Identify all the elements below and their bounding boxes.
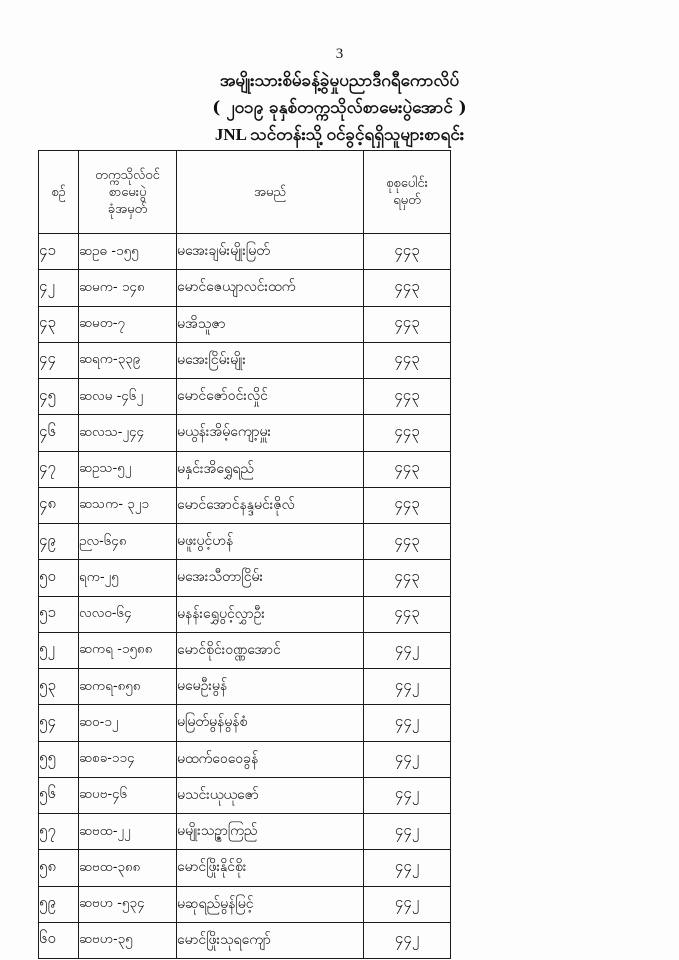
roll-number-cell: ဆစခ-၁၁၄ xyxy=(79,741,177,777)
row-number-cell: ၅၃ xyxy=(39,669,79,705)
roll-number-cell: ဆလမ -၄၆၂ xyxy=(79,379,177,415)
table-row xyxy=(39,850,451,886)
roll-number-cell: ဆကရ -၁၅၈၈ xyxy=(79,632,177,668)
table-row xyxy=(39,741,451,777)
row-number-cell: ၄၆ xyxy=(39,415,79,451)
table-row xyxy=(39,234,451,270)
row-number-cell: ၅၄ xyxy=(39,705,79,741)
table-row xyxy=(39,415,451,451)
table-row xyxy=(39,705,451,741)
student-name-cell: မသင်းယုယုဇော် xyxy=(177,777,364,813)
total-score-cell: ၄၄၂ xyxy=(364,922,451,958)
student-name-cell: မောင်ဇေယျာလင်းထက် xyxy=(177,270,364,306)
total-score-cell: ၄၄၃ xyxy=(364,306,451,342)
roll-number-cell: ဆဗထ-၃၈၈ xyxy=(79,850,177,886)
roll-number-cell: ရက-၂၅ xyxy=(79,560,177,596)
column-header-name: အမည် xyxy=(177,151,364,234)
list-heading: JNL သင်တန်းသို့ ဝင်ခွင့်ရရှိသူများစာရင်း xyxy=(214,125,465,144)
table-body xyxy=(39,234,451,959)
header-line: ခုံအမှတ် xyxy=(107,201,148,217)
student-name-cell: မဖူးပွင့်ဟန် xyxy=(177,524,364,560)
row-number-cell: ၄၄ xyxy=(39,342,79,378)
student-name-cell: မအေးငြိမ်းမျိုး xyxy=(177,342,364,378)
total-score-cell: ၄၄၂ xyxy=(364,850,451,886)
column-header-no: စဉ် xyxy=(39,151,79,234)
total-score-cell: ၄၄၃ xyxy=(364,487,451,523)
row-number-cell: ၅၈ xyxy=(39,850,79,886)
roll-number-cell: ဆပဗ-၄၆ xyxy=(79,777,177,813)
roll-number-cell: ဆဥသ-၅၂ xyxy=(79,451,177,487)
row-number-cell: ၆၀ xyxy=(39,922,79,958)
roll-number-cell: ဆကရ-၈၅၈ xyxy=(79,669,177,705)
header-line: စာမေးပွဲ xyxy=(108,184,147,200)
table-row xyxy=(39,451,451,487)
student-name-cell: မအိသူဇာ xyxy=(177,306,364,342)
table-row xyxy=(39,922,451,958)
table-row xyxy=(39,524,451,560)
student-name-cell: မမြတ်မွန်မွန်စံ xyxy=(177,705,364,741)
roll-number-cell: ဆဗထ-၂၂ xyxy=(79,814,177,850)
header-line: တက္ကသိုလ်ဝင် xyxy=(95,167,160,183)
total-score-cell: ၄၄၂ xyxy=(364,741,451,777)
student-name-cell: မနန်းရွှေပွင့်လွှာဦး xyxy=(177,596,364,632)
total-score-cell: ၄၄၂ xyxy=(364,632,451,668)
roll-number-cell: ဆဗဟ -၅၃၄ xyxy=(79,886,177,922)
roll-number-cell: ဆသက- ၃၂၁ xyxy=(79,487,177,523)
roll-number-cell: ဆမတ-၇ xyxy=(79,306,177,342)
roll-number-cell: ဆလသ-၂၄၄ xyxy=(79,415,177,451)
roll-number-cell: ဆ၀-၁၂ xyxy=(79,705,177,741)
column-header-score xyxy=(364,151,451,234)
student-name-cell: မဆုရည်မွန်မြင့် xyxy=(177,886,364,922)
row-number-cell: ၅၁ xyxy=(39,596,79,632)
results-table xyxy=(38,150,451,959)
total-score-cell: ၄၄၂ xyxy=(364,886,451,922)
total-score-cell: ၄၄၃ xyxy=(364,560,451,596)
total-score-cell: ၄၄၃ xyxy=(364,379,451,415)
total-score-cell: ၄၄၂ xyxy=(364,777,451,813)
header-line: ရမှတ် xyxy=(393,193,421,208)
roll-number-cell: လလ၀-၆၄ xyxy=(79,596,177,632)
table-row xyxy=(39,342,451,378)
table-row xyxy=(39,560,451,596)
student-name-cell: မမျိုးသဉ္ဇာကြည် xyxy=(177,814,364,850)
header-line: စုစုပေါင်း xyxy=(386,176,428,191)
table-row xyxy=(39,669,451,705)
roll-number-cell: ဆဗဟ-၃၅ xyxy=(79,922,177,958)
row-number-cell: ၄၂ xyxy=(39,270,79,306)
total-score-cell: ၄၄၂ xyxy=(364,705,451,741)
row-number-cell: ၄၈ xyxy=(39,487,79,523)
total-score-cell: ၄၄၃ xyxy=(364,415,451,451)
total-score-cell: ၄၄၃ xyxy=(364,596,451,632)
student-name-cell: မောင်ဖြိုးနိုင်စိုး xyxy=(177,850,364,886)
total-score-cell: ၄၄၃ xyxy=(364,270,451,306)
student-name-cell: မောင်ဇော်ဝင်းလှိုင် xyxy=(177,379,364,415)
row-number-cell: ၅၀ xyxy=(39,560,79,596)
table-row xyxy=(39,596,451,632)
table-row xyxy=(39,270,451,306)
total-score-cell: ၄၄၃ xyxy=(364,342,451,378)
total-score-cell: ၄၄၃ xyxy=(364,451,451,487)
roll-number-cell: ဆမက- ၁၄၈ xyxy=(79,270,177,306)
row-number-cell: ၄၅ xyxy=(39,379,79,415)
student-name-cell: မောင်ဖြိုးသုရကျော် xyxy=(177,922,364,958)
table-header-row xyxy=(39,151,451,234)
table-row xyxy=(39,379,451,415)
row-number-cell: ၅၆ xyxy=(39,777,79,813)
document-title: အမျိုးသားစိမ်ခန့်ခွဲမှုပညာဒီဂရီကောလိပ် xyxy=(219,71,460,91)
row-number-cell: ၄၇ xyxy=(39,451,79,487)
roll-number-cell: ဉလ-၆၄၈ xyxy=(79,524,177,560)
row-number-cell: ၄၁ xyxy=(39,234,79,270)
table-row xyxy=(39,886,451,922)
table-row xyxy=(39,487,451,523)
row-number-cell: ၅၉ xyxy=(39,886,79,922)
table-row xyxy=(39,777,451,813)
table-row xyxy=(39,306,451,342)
student-name-cell: မထက်ဝေဝေခွန် xyxy=(177,741,364,777)
student-name-cell: မမေဦးမွန် xyxy=(177,669,364,705)
table-row xyxy=(39,632,451,668)
student-name-cell: မောင်စိုင်းဝဏ္ဏအောင် xyxy=(177,632,364,668)
roll-number-cell: ဆရက-၃၃၉ xyxy=(79,342,177,378)
document-subtitle: ( ၂၀၁၉ ခုနှစ်တက္ကသိုလ်စာမေးပွဲအောင် ) xyxy=(212,98,467,118)
row-number-cell: ၅၇ xyxy=(39,814,79,850)
row-number-cell: ၄၃ xyxy=(39,306,79,342)
total-score-cell: ၄၄၂ xyxy=(364,814,451,850)
roll-number-cell: ဆဥဓ -၁၅၅ xyxy=(79,234,177,270)
total-score-cell: ၄၄၃ xyxy=(364,234,451,270)
student-name-cell: မအေးသီတာငြိမ်း xyxy=(177,560,364,596)
row-number-cell: ၄၉ xyxy=(39,524,79,560)
student-name-cell: မယွန်းအိမ့်ကျော့မှူး xyxy=(177,415,364,451)
table-row xyxy=(39,814,451,850)
student-name-cell: မောင်အောင်နန္ဒမင်းဇိုလ် xyxy=(177,487,364,523)
total-score-cell: ၄၄၂ xyxy=(364,669,451,705)
student-name-cell: မနှင်းအိရွှေရည် xyxy=(177,451,364,487)
student-name-cell: မအေးချမ်းမျိုးမြတ် xyxy=(177,234,364,270)
total-score-cell: ၄၄၃ xyxy=(364,524,451,560)
row-number-cell: ၅၅ xyxy=(39,741,79,777)
row-number-cell: ၅၂ xyxy=(39,632,79,668)
column-header-roll xyxy=(79,151,177,234)
page-number: 3 xyxy=(335,46,344,62)
